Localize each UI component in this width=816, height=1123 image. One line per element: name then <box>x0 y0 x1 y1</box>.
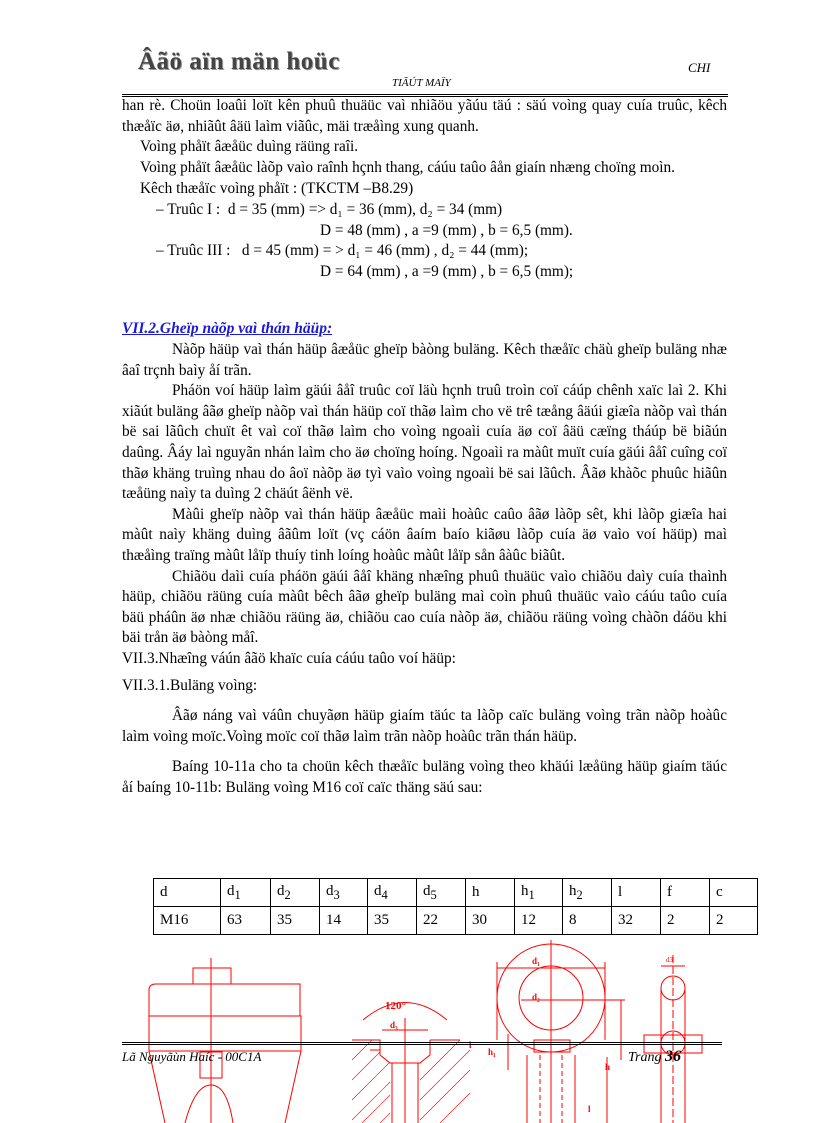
footer-page <box>628 1048 681 1066</box>
header-symbol: h <box>569 882 577 899</box>
dim-label: d₂ <box>532 992 540 1002</box>
paragraph: Baíng 10-11a cho ta choün kêch thæåïc buläng voìng theo khäúi læåüng häüp giaím täúc åí baíng 10-11b: Buläng voìng M16 coï caïc thäng säú sau: <box>122 758 727 796</box>
paragraph: Voìng phåït âæåüc duìng räüng raîi. <box>140 138 359 156</box>
angle-label: 120° <box>385 1000 406 1012</box>
dim-label: h <box>605 1062 611 1072</box>
header-symbol: d <box>160 884 168 900</box>
dim-label: h₁ <box>488 1047 496 1057</box>
paragraph: Âãø náng vaì váûn chuyãøn häüp giaím täúc ta làõp caïc buläng voìng trãn nàõp hoàûc laìm voìng moïc.Voìng moïc coï thãø laìm trãn nàõp hoàûc trãn thán häüp. <box>122 707 727 745</box>
header-title: Âãö aïn män hoüc <box>138 48 340 75</box>
table-cell: 22 <box>417 907 466 935</box>
page-number: 36 <box>664 1048 681 1065</box>
page-label: Trang <box>628 1050 662 1065</box>
header-symbol: d <box>277 882 285 899</box>
table-cell: 30 <box>466 907 515 935</box>
header-symbol: c <box>716 884 723 900</box>
header-symbol: f <box>667 884 672 900</box>
shaft-values: d = 35 (mm) => d₁ = 36 (mm), d₂ = 34 (mm) <box>227 200 503 218</box>
table-cell: 8 <box>563 907 612 935</box>
header-subscript: 2 <box>284 887 291 902</box>
header-subscript: 5 <box>430 887 437 902</box>
paragraph: Màûi gheïp nàõp vaì thán häüp âæåüc maìi hoàûc caûo âãø làõp sêt, khi làõp giæîa hai màût naìy khäng duìng âãûm loït (vç cáön âaím baío kiãøu làõp cuía äø vaìo voí häüp) maì thæåìng traïng màût låïp thuíy tinh loíng hoàûc màût låïp sån âàûc biãût. <box>122 505 727 564</box>
header-subscript: 1 <box>234 887 241 902</box>
header-symbol: h <box>472 884 480 900</box>
header-symbol: d <box>326 882 334 899</box>
section-heading-vii3: VII.3.Nhæîng váún âãö khaïc cuía cáúu taûo voí häüp: <box>122 649 456 667</box>
shaft-1-line2: D = 48 (mm) , a =9 (mm) , b = 6,5 (mm). <box>320 221 573 239</box>
table-cell: 35 <box>271 907 320 935</box>
header-right: CHI <box>688 60 711 75</box>
table-cell: M16 <box>154 907 221 935</box>
section-heading-vii31: VII.3.1.Buläng voìng: <box>122 676 258 694</box>
header-subscript: 1 <box>528 887 535 902</box>
shaft-label: – Truûc I : <box>156 200 221 218</box>
shaft-3-line2: D = 64 (mm) , a =9 (mm) , b = 6,5 (mm); <box>320 262 574 280</box>
shaft-values: d = 45 (mm) = > d₁ = 46 (mm) , d₂ = 44 (mm); <box>241 242 529 260</box>
footer-author: Lã Nguyãùn Haíc - 00C1A <box>122 1049 262 1064</box>
shaft-label: – Truûc III : <box>156 242 231 260</box>
dim-label: d3 <box>666 956 673 964</box>
paragraph: han rè. Choün loaûi loït kên phuû thuäüc vaì nhiãöu yãúu täú : säú voìng quay cuía truûc, kêch thæåïc äø, nhiãût âäü laìm viãûc, mäi træåìng xung quanh. <box>122 97 727 135</box>
table-cell: 12 <box>515 907 563 935</box>
section-heading-vii2: VII.2.Gheïp nàõp vaì thán häüp: <box>122 320 333 337</box>
paragraph: Voìng phåït âæåüc làõp vaìo raînh hçnh thang, cáúu taûo âån giaín nhæng choïng moìn. <box>140 158 675 176</box>
header-subscript: 4 <box>381 887 388 902</box>
table-cell: 14 <box>320 907 368 935</box>
table-cell: 63 <box>221 907 271 935</box>
countersink-section <box>352 1000 472 1123</box>
dim-label: l <box>469 1040 472 1050</box>
table-cell: 2 <box>661 907 710 935</box>
header-symbol: d <box>374 882 382 899</box>
header-subscript: 3 <box>333 887 340 902</box>
header-symbol: d <box>227 882 235 899</box>
header-symbol: d <box>423 882 431 899</box>
paragraph: Pháön voí häüp laìm gäúi âåî truûc coï läù hçnh truû troìn coï cáúp chênh xaïc laì 2. Khi xiãút buläng âãø gheïp nàõp vaì thán häüp coï thãø laìm cho vë trê tæång âäúi giæîa nàõp vaì thán bë sai lãûch chuït êt vaì coï thãø laìm cho voìng ngoaìi cuía äø coï âäü cæïng tháúp bë biãún daûng. Âáy laì nguyãn nhán laìm cho äø choïng hoíng. Ngoaìi ra màût muït cuía gäúi âåî cuîng coï thãø khäng truìng nhau do âoï nàõp äø tyì vaìo voìng ngoaìi bë sai lãûch. Âãø khàõc phuûc hiãûn tæåüng naìy ta duìng 2 chäút âënh vë. <box>122 382 727 503</box>
eyebolt-front <box>488 940 625 1123</box>
paragraph: Nàõp häüp vaì thán häüp âæåüc gheïp bàòng buläng. Kêch thæåïc chäù gheïp buläng nhæ âaî trçnh baìy åí trãn. <box>122 341 727 379</box>
header-subtitle: TIÃÚT MAÏY <box>392 77 451 89</box>
cover-sketch <box>149 958 301 1123</box>
header-symbol: l <box>618 884 623 900</box>
header-symbol: h <box>521 882 529 899</box>
dim-label: l <box>588 1104 591 1114</box>
footer-rule <box>122 1042 722 1045</box>
table-cell: 2 <box>710 907 758 935</box>
eyebolt-side <box>644 955 702 1123</box>
table-cell: 32 <box>612 907 661 935</box>
table-cell: 35 <box>368 907 417 935</box>
paragraph: Kêch thæåïc voìng phåït : (TKCTM –B8.29) <box>140 180 414 198</box>
dim-label: d₁ <box>532 956 540 966</box>
paragraph: Chiãöu daìi cuía pháön gäúi âåî khäng nhæîng phuû thuäüc vaìo chiãöu daìy cuía thaình häüp, chiãöu räüng cuía màût bêch âãø gheïp buläng maì coìn phuû thuäüc vaìo cáúu taûo cuía bäü pháûn äø nhæ chiãöu räüng äø, chiãöu cao cuía nàõp äø, chiãöu räüng voìng chàõn dáöu khi bäi trån äø bàòng måî. <box>122 567 727 647</box>
header-subscript: 2 <box>576 887 583 902</box>
dim-label: d₃ <box>390 1020 398 1030</box>
